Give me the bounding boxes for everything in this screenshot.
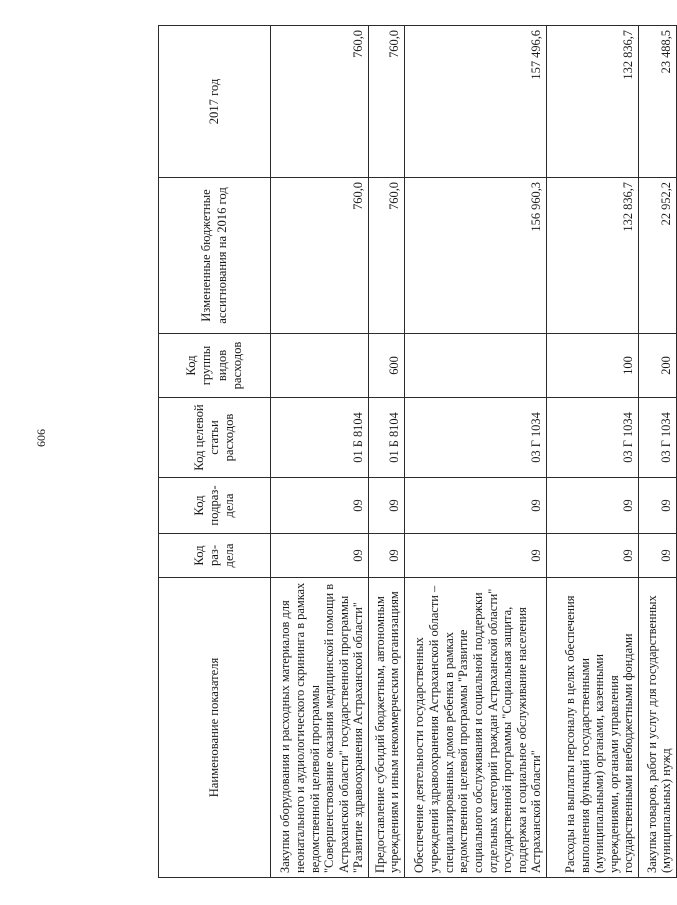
row-assign-2016: 760,0 — [369, 178, 405, 334]
page-number: 606 — [34, 429, 48, 447]
row-razdel: 09 — [405, 534, 547, 578]
header-statya: Код целевой статьи расходов — [159, 398, 271, 478]
row-podrazdel: 09 — [369, 478, 405, 534]
row-name: Предоставление субсидий бюджетным, автономным учреждениям и иным некоммерческим организациям — [369, 578, 405, 878]
header-podrazdel: Код подраз-дела — [159, 478, 271, 534]
row-name: Закупка товаров, работ и услуг для государственных (муниципальных) нужд — [639, 578, 677, 878]
budget-table — [158, 25, 677, 878]
row-gruppa: 600 — [369, 334, 405, 398]
row-podrazdel: 09 — [271, 478, 369, 534]
row-assign-2016: 132 836,7 — [547, 178, 639, 334]
row-gruppa — [271, 334, 369, 398]
row-razdel: 09 — [271, 534, 369, 578]
row-statya: 01 Б 8104 — [369, 398, 405, 478]
table-row — [369, 26, 405, 878]
row-gruppa: 200 — [639, 334, 677, 398]
row-statya: 01 Б 8104 — [271, 398, 369, 478]
rotated-page — [158, 26, 674, 878]
row-name: Расходы на выплаты персоналу в целях обеспечения выполнения функций государственными (муниципальными) органами, казенными учреждениями, органами управления государственными внебюджетными фондами — [547, 578, 639, 878]
row-year-2017: 760,0 — [271, 26, 369, 178]
row-name: Закупки оборудования и расходных материалов для неонатального и аудиологического скрининга в рамках ведомственной целевой программы "Совершенствование оказания медицинской помощи в Астраханской области" государственной программы "Развитие здравоохранения Астраханской области" — [271, 578, 369, 878]
row-assign-2016: 22 952,2 — [639, 178, 677, 334]
row-year-2017: 760,0 — [369, 26, 405, 178]
row-statya: 03 Г 1034 — [547, 398, 639, 478]
row-gruppa: 100 — [547, 334, 639, 398]
header-gruppa: Код группы видов расходов — [159, 334, 271, 398]
header-year-2017: 2017 год — [159, 26, 271, 178]
row-statya: 03 Г 1034 — [405, 398, 547, 478]
row-podrazdel: 09 — [639, 478, 677, 534]
table-row — [405, 26, 547, 878]
row-gruppa — [405, 334, 547, 398]
header-assign-2016: Измененные бюджетные ассигнования на 2016 год — [159, 178, 271, 334]
row-podrazdel: 09 — [547, 478, 639, 534]
header-name: Наименование показателя — [159, 578, 271, 878]
row-year-2017: 23 488,5 — [639, 26, 677, 178]
row-razdel: 09 — [639, 534, 677, 578]
row-razdel: 09 — [547, 534, 639, 578]
row-razdel: 09 — [369, 534, 405, 578]
table-row — [547, 26, 639, 878]
row-name: Обеспечение деятельности государственных учреждений здравоохранения Астраханской области – специализированных домов ребенка в рамках ведомственной целевой программы "Развитие социального обслуживания и социальной поддержки отдельных категорий граждан Астраханской области" государственной программы "Социальная защита, поддержка и социальное обслуживание населения Астраханской области" — [405, 578, 547, 878]
header-row — [159, 26, 271, 878]
table-row — [271, 26, 369, 878]
row-statya: 03 Г 1034 — [639, 398, 677, 478]
row-podrazdel: 09 — [405, 478, 547, 534]
row-assign-2016: 760,0 — [271, 178, 369, 334]
row-year-2017: 157 496,6 — [405, 26, 547, 178]
row-assign-2016: 156 960,3 — [405, 178, 547, 334]
header-razdel: Код раз-дела — [159, 534, 271, 578]
table-row — [639, 26, 677, 878]
row-year-2017: 132 836,7 — [547, 26, 639, 178]
